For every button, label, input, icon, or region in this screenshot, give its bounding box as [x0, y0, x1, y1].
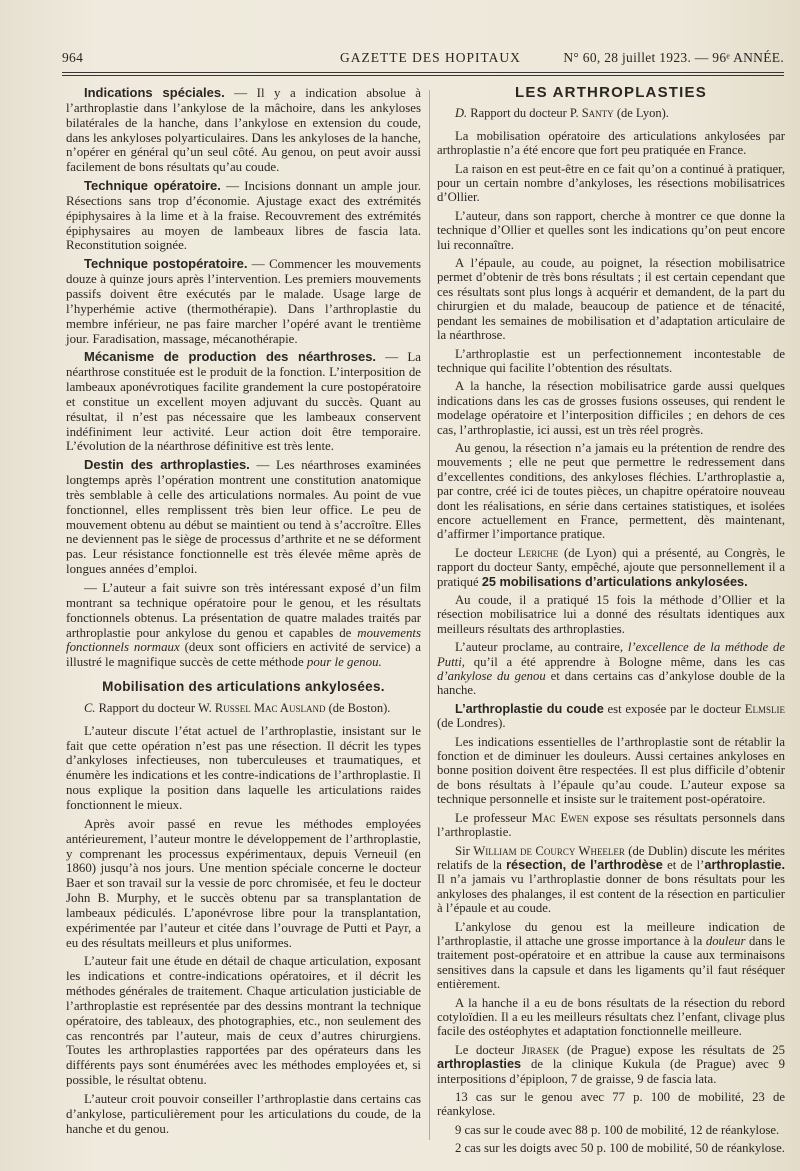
paragraph-text: et de l’	[662, 857, 705, 872]
paragraph: L’auteur fait une étude en détail de chaque articulation, exposant les indications et contre-indications opératoires, et il décrit les méthodes générales de traitement. Chaque articulation justiciable de l’arthroplastie est représentée par des dessins montrant la technique opératoire, des tableaux, des photographies, etc., non seulement des cas rencontrés par l’auteur, mais de ceux d’autres chirurgiens. Toutes les arthroplasties rapportées par des opérateurs dans les différents pays sont énumérées avec les méthodes employées et, si possible, le résultat obtenu.	[66, 954, 421, 1088]
paragraph-text: dans le traitement post-opératoire et en attribue la cause aux terminaisons sensitives dans la capsule et dans les ligaments qu’il faut réséquer entièrement.	[437, 933, 785, 992]
paragraph: La raison en est peut-être en ce fait qu’on a continué à pratiquer, pour un certain nombre d’ankyloses, les résections mobilisatrices d’Ollier.	[437, 161, 785, 205]
paragraph	[437, 702, 785, 731]
paragraph: L’arthroplastie est un perfectionnement incontestable de technique qui facilite l’obtention des résultats.	[437, 346, 785, 375]
paragraph-text: est exposée par le docteur	[603, 701, 745, 716]
header-rule	[62, 72, 784, 76]
paragraph: A la hanche il a eu de bons résultats de la résection du rebord cotyloïdien. Il a eu les meilleurs résultats chez l’enfant, clivage plus facile des ostéophytes et adaptation fonctionnelle meilleure.	[437, 995, 785, 1039]
bold-text: résection, de l’arthrodèse	[506, 856, 663, 872]
paragraph-lead: Mécanisme de production des néarthroses.	[84, 349, 377, 365]
bold-text: arthroplasties	[437, 1056, 522, 1072]
paragraph-text: — La néarthrose constituée est le produit de la fonction. L’interposition de lambeaux aponévrotiques facilite grandement la cure postopératoire et constitue un excellent moyen adjuvant du succès. Quant au résultat, il n’est pas nécessaire que les lambeaux conservent indéfiniment leur activité. Leur action doit être temporaire. L’évolution de la néarthrose définitive est très lente.	[66, 350, 421, 454]
paragraph	[437, 811, 785, 840]
report-letter: D.	[455, 106, 468, 121]
paragraph-text: Le docteur	[455, 1042, 522, 1057]
paragraph	[437, 640, 785, 698]
report-text: (de Lyon).	[613, 106, 669, 121]
report-letter: C.	[84, 700, 96, 715]
paragraph-text: de la clinique Kukula (de Prague) avec 9 interpositions d’épiploon, 7 de graisse, 9 de fascia lata.	[437, 1057, 785, 1086]
paragraph-text: — Il y a indication absolue à l’arthroplastie dans l’ankylose de la mâchoire, dans les ankyloses bilatérales de la hanche, dans l’ankylose en extension du coude, dans les ankyloses polyarticulaires. Dans les ankyloses de la hanche, n’opérer en général qu’un seul côté. Au genou, on peut avoir aussi facilement de bons résultats qu’au coude.	[66, 86, 422, 175]
author-name: Leriche	[518, 545, 559, 560]
column-separator	[429, 90, 430, 1140]
paragraph-text: (de Lyon) qui a présenté, au Congrès, le rapport du docteur Santy, empêché, ajoute que personnellement il a pratiqué	[437, 545, 786, 589]
section-title: Mobilisation des articulations ankylosées.	[102, 679, 385, 695]
author-name: Jirasek	[521, 1042, 560, 1057]
paragraph-text: L’ankylose du genou est la meilleure indication de l’arthroplastie, il attache une grosse importance à la	[437, 919, 785, 948]
paragraph: Les indications essentielles de l’arthroplastie sont de rétablir la fonction et de diminuer les douleurs. Aussi certaines ankyloses en bonne position doivent être respectées. Il est plus difficile d’obtenir de bons résultats à l’épaule qu’au coude. L’auteur expose sa technique personnelle et insiste sur le traitement post-opératoire.	[437, 734, 785, 807]
left-column	[66, 86, 421, 1141]
paragraph	[437, 546, 785, 589]
author-name: William de Courcy Wheeler	[473, 843, 625, 858]
author-name: Santy	[581, 106, 614, 121]
paragraph-text: — Incisions donnant un ample jour. Résections sans trop d’économie. Ajustage exact des extrémités épiphysaires à la lime et à la fraise. Recouvrement des extrémités épiphysaires au moyen de lambeaux libres de fascia lata. Reconstitution soignée.	[66, 179, 422, 253]
paragraph-text: (de Dublin) discute les mérites relatifs de la	[437, 843, 785, 872]
paragraph: Après avoir passé en revue les méthodes employées antérieurement, l’auteur montre le développement de l’arthroplastie, y comprenant les processus expérimentaux, depuis Verneuil (en 1860) jusqu’à nos jours. Une mention spéciale concerne le docteur Baer et son travail sur la vessie de porc chromisée, et feu le docteur John B. Murphy, et le succès obtenu par sa transplantation de lambeaux pédiculés. L’aponévrose libre pour la transplantation, expérimentée par l’auteur et citée dans l’ouvrage de Putti et Payr, a eu des résultats meilleurs et plus uniformes.	[66, 816, 421, 950]
paragraph: A la hanche, la résection mobilisatrice garde aussi quelques indications dans les cas de grosses fusions osseuses, qui rendent le modelage opératoire et l’interposition difficiles ; en dehors de ces cas, l’arthroplastie, ici aussi, est un très réel progrès.	[437, 379, 785, 437]
paragraph-lead: Technique postopératoire.	[84, 256, 248, 272]
italic-text: pour le genou.	[306, 655, 382, 670]
paragraph: 9 cas sur le coude avec 88 p. 100 de mobilité, 12 de réankylose.	[455, 1122, 780, 1137]
report-text: Rapport du docteur W.	[95, 700, 215, 715]
italic-text: d’ankylose du genou	[437, 669, 546, 684]
paragraph	[437, 920, 785, 992]
paragraph: Au genou, la résection n’a jamais eu la prétention de rendre des mouvements ; elle ne peut que permettre le redressement dans d’excellentes conditions, des ankyloses fléchies. L’arthroplastie a, par contre, créé ici de toutes pièces, un chapitre opératoire nouveau dont les réalisations, en série dans certaines statistiques, et isolées encore actuellement en France, permettent, dès maintenant, d’affirmer l’importance pratique.	[437, 440, 785, 542]
right-column	[437, 86, 785, 1160]
paragraph-text: — L’auteur a fait suivre son très intéressant exposé d’un film montrant sa technique opératoire pour le genou, et les résultats fonctionnels obtenus. La présentation de quatre malades traités par arthroplastie pour ankylose du genou et capables de	[66, 581, 421, 640]
paragraph-text: Le docteur	[455, 545, 519, 560]
paragraph-text: expose ses résultats personnels dans l’arthroplastie.	[437, 810, 785, 840]
paragraph	[66, 86, 421, 175]
paragraph: La mobilisation opératoire des articulations ankylosées par arthroplastie n’a été encore que fort peu pratiquée en France.	[437, 128, 785, 158]
paragraph-text: Sir	[455, 843, 474, 858]
paragraph	[437, 1043, 785, 1086]
journal-title: GAZETTE DES HOPITAUX	[340, 50, 521, 65]
bold-text: 25 mobilisations d’articulations ankylosées.	[481, 573, 748, 589]
bold-text: arthroplastie.	[704, 856, 785, 872]
paragraph-text: — Commencer les mouvements douze à quinze jours après l’intervention. Les premiers mouvements passifs doivent être exécutés par le malade. Usage large de l’hyperhémie active (thermothérapie). Dans l’arthroplastie du membre inférieur, ne pas faire marcher l’opéré avant le trentième jour. Faradisation, massage, mécanothérapie.	[66, 257, 422, 346]
paragraph-text: et dans certains cas d’ankylose double de la hanche.	[437, 669, 785, 698]
paragraph-text: Le professeur	[455, 810, 532, 825]
report-text: Rapport du docteur P.	[467, 106, 582, 121]
paragraph-lead: Destin des arthroplasties.	[84, 457, 250, 473]
paragraph-text: (de Prague) expose les résultats de 25	[559, 1042, 785, 1057]
issue-info: N° 60, 28 juillet 1923. — 96ᵉ ANNÉE.	[563, 50, 784, 65]
paragraph-text: (de Londres).	[437, 716, 506, 731]
paragraph-text: — Les néarthroses examinées longtemps après l’opération montrent une constitution anatomique très semblable à celle des articulations normales. Au point de vue fonctionnel, elles remplissent très bien leur office. Le peu de mouvement obtenu au début se maintient ou tend à s’accroître. Elles ne deviennent pas le siège de processus d’arthrite et ne se déforment pas. Leur résistance fonctionnelle est très élevée même après de longues années d’emploi.	[66, 458, 421, 577]
paragraph-lead: Indications spéciales.	[84, 85, 225, 100]
author-name: Elmslie	[744, 701, 785, 716]
page-header	[62, 50, 784, 70]
report-text: (de Boston).	[325, 700, 391, 715]
paragraph-text: qu’il a été apprendre à Bologne même, dans les cas	[464, 654, 785, 669]
italic-text: douleur	[705, 933, 746, 948]
paragraph-text: (deux sont officiers en activité de service) a illustré le magnifique succès de cette méthode	[66, 640, 421, 670]
report-subheading	[66, 701, 421, 716]
report-subheading	[437, 106, 785, 120]
paragraph: L’auteur discute l’état actuel de l’arthroplastie, insistant sur le fait que cette opération n’est pas une résection. Il décrit les types d’ankyloses infectieuses, non tuberculeuses et traumatiques, et énumère les indications et les contre-indications de l’arthroplastie. Il nous explique la position dans laquelle les articulations raides fonctionnent le mieux.	[66, 723, 421, 812]
paragraph-text: Il n’a jamais vu l’arthroplastie donner de bons résultats pour les ankyloses des phalanges, il est content de la résection en particulier à l’épaule et au coude.	[437, 872, 785, 916]
paragraph	[66, 350, 421, 454]
author-name: Mac Ewen	[531, 810, 589, 825]
paragraph	[437, 844, 785, 916]
italic-text: l’excellence de la méthode de Putti,	[437, 640, 785, 669]
paragraph	[66, 581, 421, 670]
bold-text: L’arthroplastie du coude	[455, 700, 604, 716]
article-title: LES ARTHROPLASTIES	[515, 84, 707, 101]
paragraph: L’auteur croit pouvoir conseiller l’arthroplastie dans certains cas d’ankylose, particulièrement pour les articulations du coude, de la hanche et du genou.	[66, 1092, 421, 1136]
italic-text: mouvements fonctionnels normaux	[66, 625, 421, 655]
paragraph: A l’épaule, au coude, au poignet, la résection mobilisatrice permet d’obtenir de très bons résultats ; il est certain cependant que ces résultats sont plus longs à acquérir et demandent, de la part du chirurgien et du malade, beaucoup de patience et de ténacité, pendant les semaines de mobilisation et d’adaptation articulaire de la néarthrose.	[437, 256, 785, 343]
paragraph: L’auteur, dans son rapport, cherche à montrer ce que donne la technique d’Ollier et quelles sont les indications qu’on peut encore lui reconnaître.	[437, 208, 785, 252]
paragraph	[66, 257, 421, 346]
paragraph: 13 cas sur le genou avec 77 p. 100 de mobilité, 23 de réankylose.	[437, 1090, 785, 1119]
paragraph: Au coude, il a pratiqué 15 fois la méthode d’Ollier et la résection mobilisatrice lui a donné des résultats identiques aux meilleurs résultats des arthroplasties.	[437, 593, 785, 636]
paragraph-text: L’auteur proclame, au contraire,	[455, 640, 628, 655]
author-name: Russel Mac Ausland	[214, 700, 326, 715]
paragraph	[66, 179, 421, 253]
paragraph: 2 cas sur les doigts avec 50 p. 100 de mobilité, 50 de réankylose.	[455, 1141, 785, 1156]
page-number: 964	[62, 50, 84, 65]
paragraph-lead: Technique opératoire.	[84, 178, 221, 194]
paragraph	[66, 458, 421, 577]
